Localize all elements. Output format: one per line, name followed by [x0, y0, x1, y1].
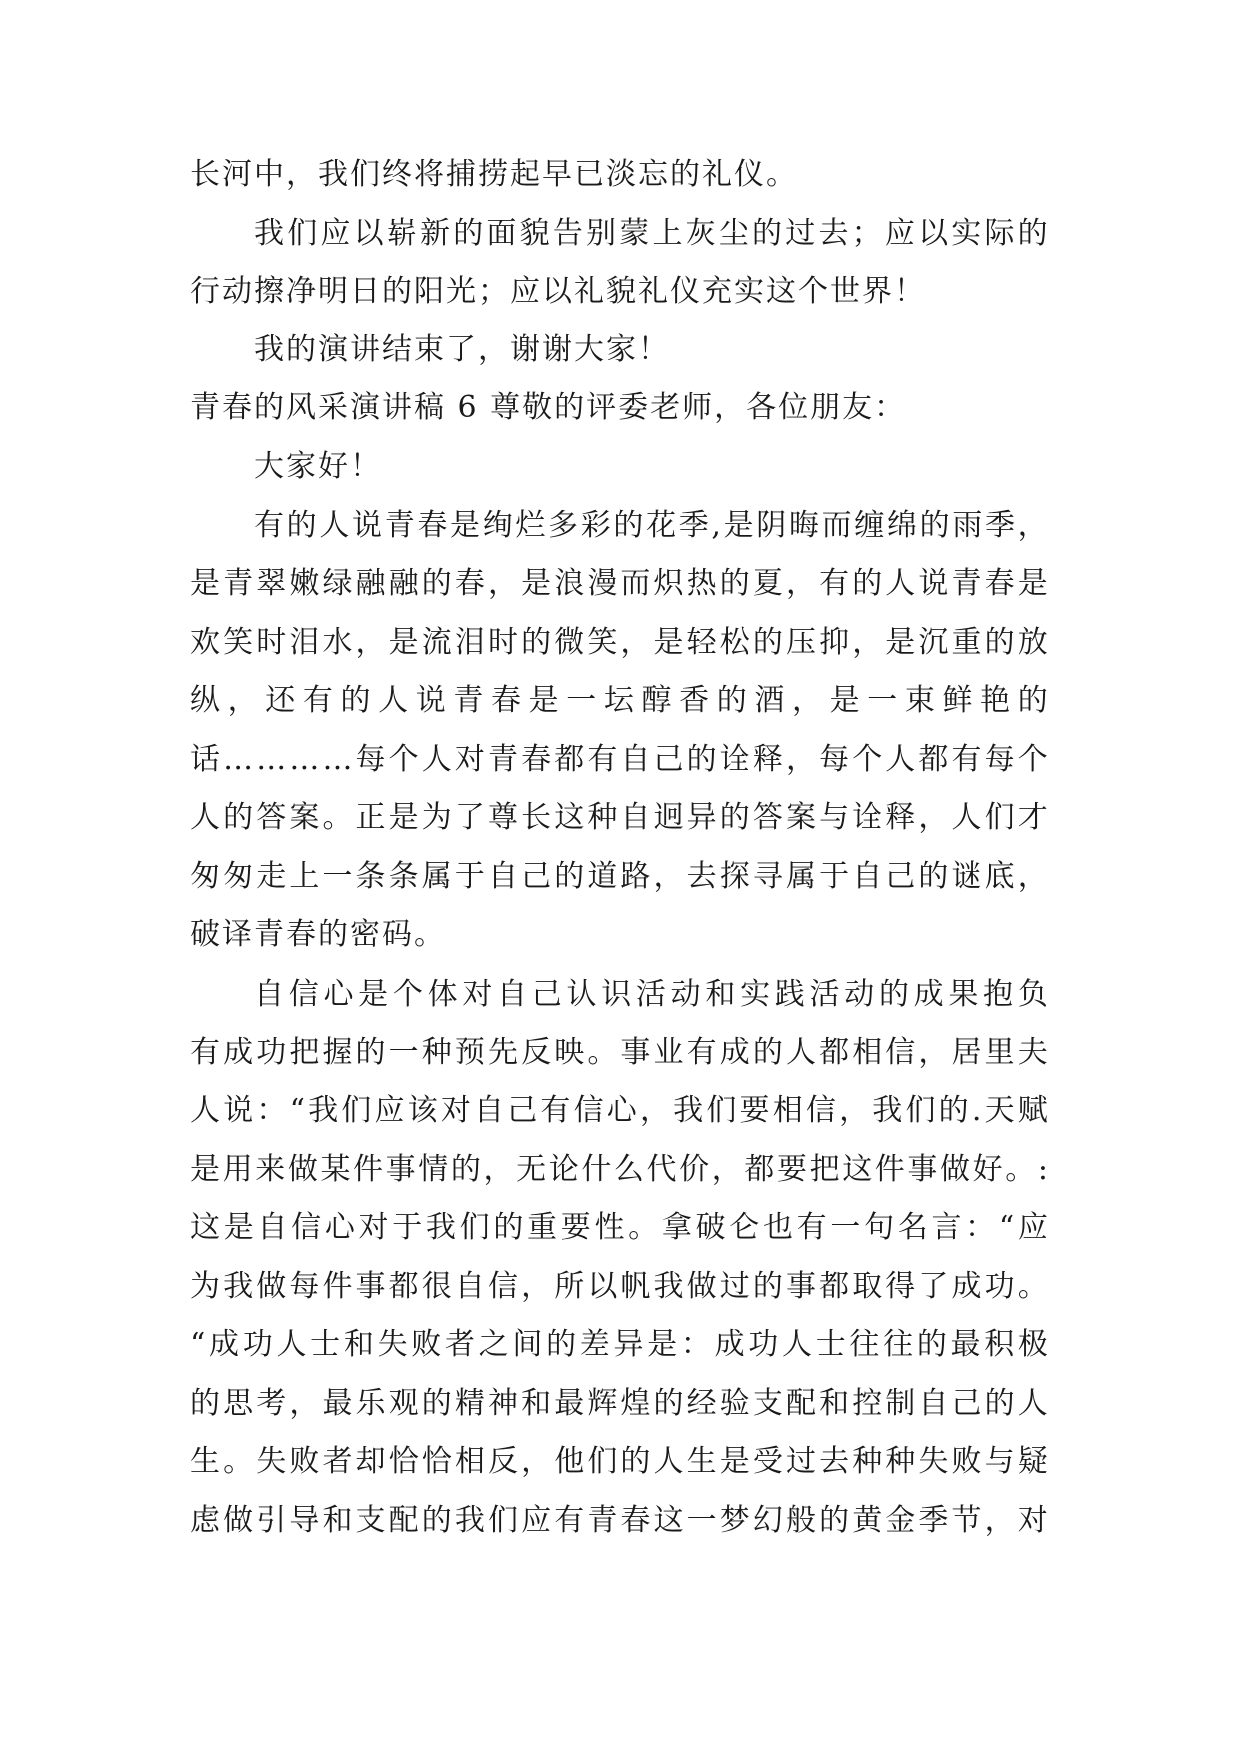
- text-line: 欢 笑 时 泪 水 ， 是 流 泪 时 的 微 笑 ， 是 轻 松 的 压 抑 ， 是 沉 重 的 放: [190, 625, 1048, 660]
- text-line: 长河中，我们终将捕捞起早已淡忘的礼仪。: [190, 157, 798, 192]
- text-line: 纵 ， 还 有 的 人 说 青 春 是 一 坛 醇 香 的 酒 ， 是 一 束 鲜 艳 的: [190, 683, 1048, 718]
- text-line: 为 我 做 每 件 事 都 很 自 信 ， 所 以 帆 我 做 过 的 事 都 取 得 了 成 功 。: [190, 1269, 1048, 1304]
- text-line: 是 用 来 做 某 件 事 情 的 ， 无 论 什 么 代 价 ， 都 要 把 这 件 事 做 好 。 :: [190, 1152, 1048, 1187]
- text-line: 我 们 应 以 崭 新 的 面 貌 告 别 蒙 上 灰 尘 的 过 去 ； 应 以 实 际 的: [254, 216, 1048, 251]
- text-line: 我的演讲结束了，谢谢大家！: [254, 332, 670, 367]
- text-line: 匆 匆 走 上 一 条 条 属 于 自 己 的 道 路 ， 去 探 寻 属 于 自 己 的 谜 底 ，: [190, 859, 1048, 894]
- text-line: 生 。 失 败 者 却 恰 恰 相 反 ， 他 们 的 人 生 是 受 过 去 种 种 失 败 与 疑: [190, 1444, 1048, 1479]
- text-line: 有 的 人 说 青 春 是 绚 烂 多 彩 的 花 季 , 是 阴 晦 而 缠 绵 的 雨 季 ，: [254, 508, 1048, 543]
- section-heading-line: 青春的风采演讲稿 6 尊敬的评委老师，各位朋友：: [190, 390, 907, 425]
- text-line: 自 信 心 是 个 体 对 自 己 认 识 活 动 和 实 践 活 动 的 成 果 抱 负: [254, 977, 1048, 1012]
- text-line: 这 是 自 信 心 对 于 我 们 的 重 要 性 。 拿 破 仑 也 有 一 句 名 言 ： “ 应: [190, 1210, 1048, 1245]
- text-line: “ 成 功 人 士 和 失 败 者 之 间 的 差 异 是 ： 成 功 人 士 往 往 的 最 积 极: [190, 1327, 1048, 1362]
- text-line: 大家好！: [254, 449, 382, 484]
- text-line: 有 成 功 把 握 的 一 种 预 先 反 映 。 事 业 有 成 的 人 都 相 信 ， 居 里 夫: [190, 1035, 1048, 1070]
- text-line: 破译青春的密码。: [190, 917, 446, 952]
- text-line: 的 思 考 ， 最 乐 观 的 精 神 和 最 辉 煌 的 经 验 支 配 和 控 制 自 己 的 人: [190, 1386, 1048, 1421]
- text-line: 是 青 翠 嫩 绿 融 融 的 春 ， 是 浪 漫 而 炽 热 的 夏 ， 有 的 人 说 青 春 是: [190, 566, 1048, 601]
- text-line: 人 说 ： “ 我 们 应 该 对 自 己 有 信 心 ， 我 们 要 相 信 ， 我 们 的 . 天 赋: [190, 1093, 1048, 1128]
- text-line: 行动擦净明日的阳光；应以礼貌礼仪充实这个世界！: [190, 274, 926, 309]
- text-line: 人 的 答 案 。 正 是 为 了 尊 长 这 种 自 迥 异 的 答 案 与 诠 释 ， 人 们 才: [190, 800, 1048, 835]
- text-line: 虑 做 引 导 和 支 配 的 我 们 应 有 青 春 这 一 梦 幻 般 的 黄 金 季 节 ， 对: [190, 1503, 1048, 1538]
- text-line: 话 … … … … 每 个 人 对 青 春 都 有 自 己 的 诠 释 ， 每 个 人 都 有 每 个: [190, 742, 1048, 777]
